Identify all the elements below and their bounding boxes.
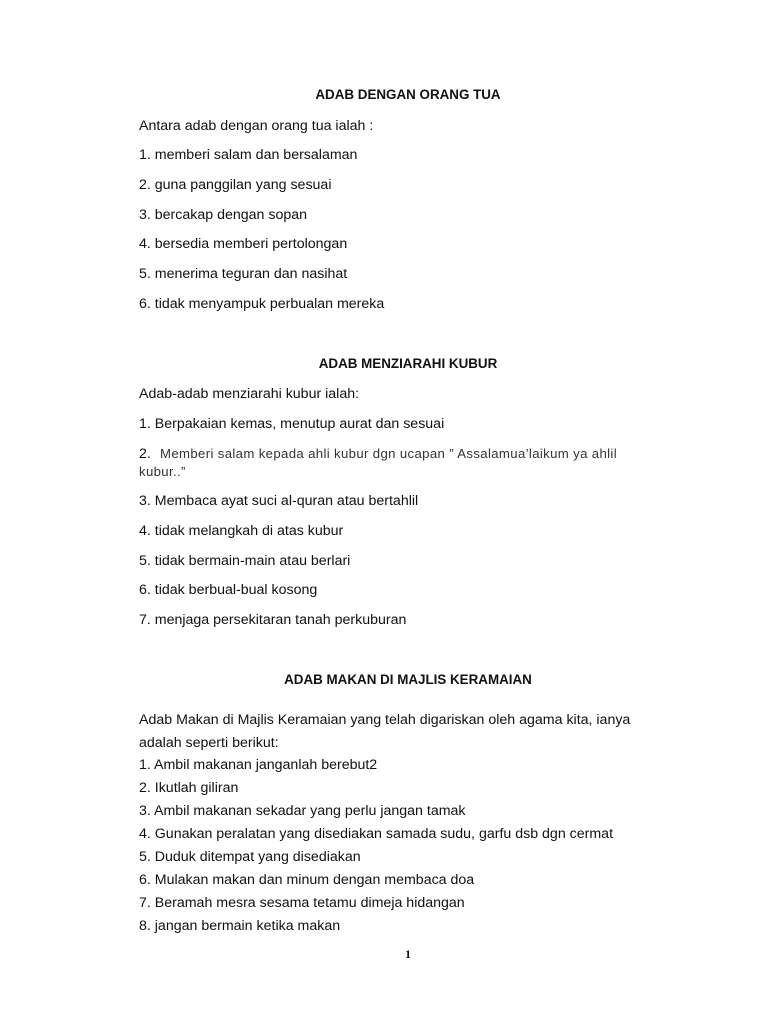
- list-item: 3. bercakap dengan sopan: [139, 207, 308, 223]
- list-item: 7. Beramah mesra sesama tetamu dimeja hidangan: [139, 895, 465, 911]
- list-item: 5. menerima teguran dan nasihat: [139, 266, 348, 282]
- list-item: 3. Ambil makanan sekadar yang perlu jangan tamak: [139, 803, 466, 819]
- list-item: 1. memberi salam dan bersalaman: [139, 147, 358, 163]
- page-number: 1: [405, 947, 411, 961]
- section-heading-makan-majlis: ADAB MAKAN DI MAJLIS KERAMAIAN: [284, 672, 532, 687]
- section-heading-menziarahi-kubur: ADAB MENZIARAHI KUBUR: [318, 356, 498, 371]
- list-item: 2. Ikutlah giliran: [139, 780, 239, 796]
- list-item: 3. Membaca ayat suci al-quran atau bertahlil: [139, 493, 419, 509]
- list-item: 6. Mulakan makan dan minum dengan membaca doa: [139, 872, 475, 888]
- list-item: 5. Duduk ditempat yang disediakan: [139, 849, 361, 865]
- list-item: 4. bersedia memberi pertolongan: [139, 236, 348, 252]
- list-item: 1. Ambil makanan janganlah berebut2: [139, 757, 378, 773]
- list-item: 6. tidak menyampuk perbualan mereka: [139, 296, 385, 312]
- list-item: 2. guna panggilan yang sesuai: [139, 177, 332, 193]
- list-item: 1. Berpakaian kemas, menutup aurat dan sesuai: [139, 416, 445, 432]
- list-item: 7. menjaga persekitaran tanah perkuburan: [139, 612, 407, 628]
- list-item: 4. Gunakan peralatan yang disediakan samada sudu, garfu dsb dgn cermat: [139, 826, 614, 842]
- list-item: 4. tidak melangkah di atas kubur: [139, 523, 344, 539]
- section-intro: Antara adab dengan orang tua ialah :: [139, 118, 374, 134]
- section-intro: Adab Makan di Majlis Keramaian yang telah digariskan oleh agama kita, ianya: [139, 712, 631, 728]
- section-intro: Adab-adab menziarahi kubur ialah:: [139, 386, 360, 402]
- section-heading-orang-tua: ADAB DENGAN ORANG TUA: [315, 87, 501, 102]
- list-item-continuation: kubur..”: [139, 464, 186, 479]
- section-intro-continuation: adalah seperti berikut:: [139, 735, 279, 751]
- list-item: 8. jangan bermain ketika makan: [139, 918, 341, 934]
- list-item: 6. tidak berbual-bual kosong: [139, 582, 318, 598]
- list-item: Memberi salam kepada ahli kubur dgn ucapan ” Assalamua’laikum ya ahlil: [160, 446, 617, 461]
- list-item-number: 2.: [139, 446, 151, 462]
- list-item: 5. tidak bermain-main atau berlari: [139, 553, 351, 569]
